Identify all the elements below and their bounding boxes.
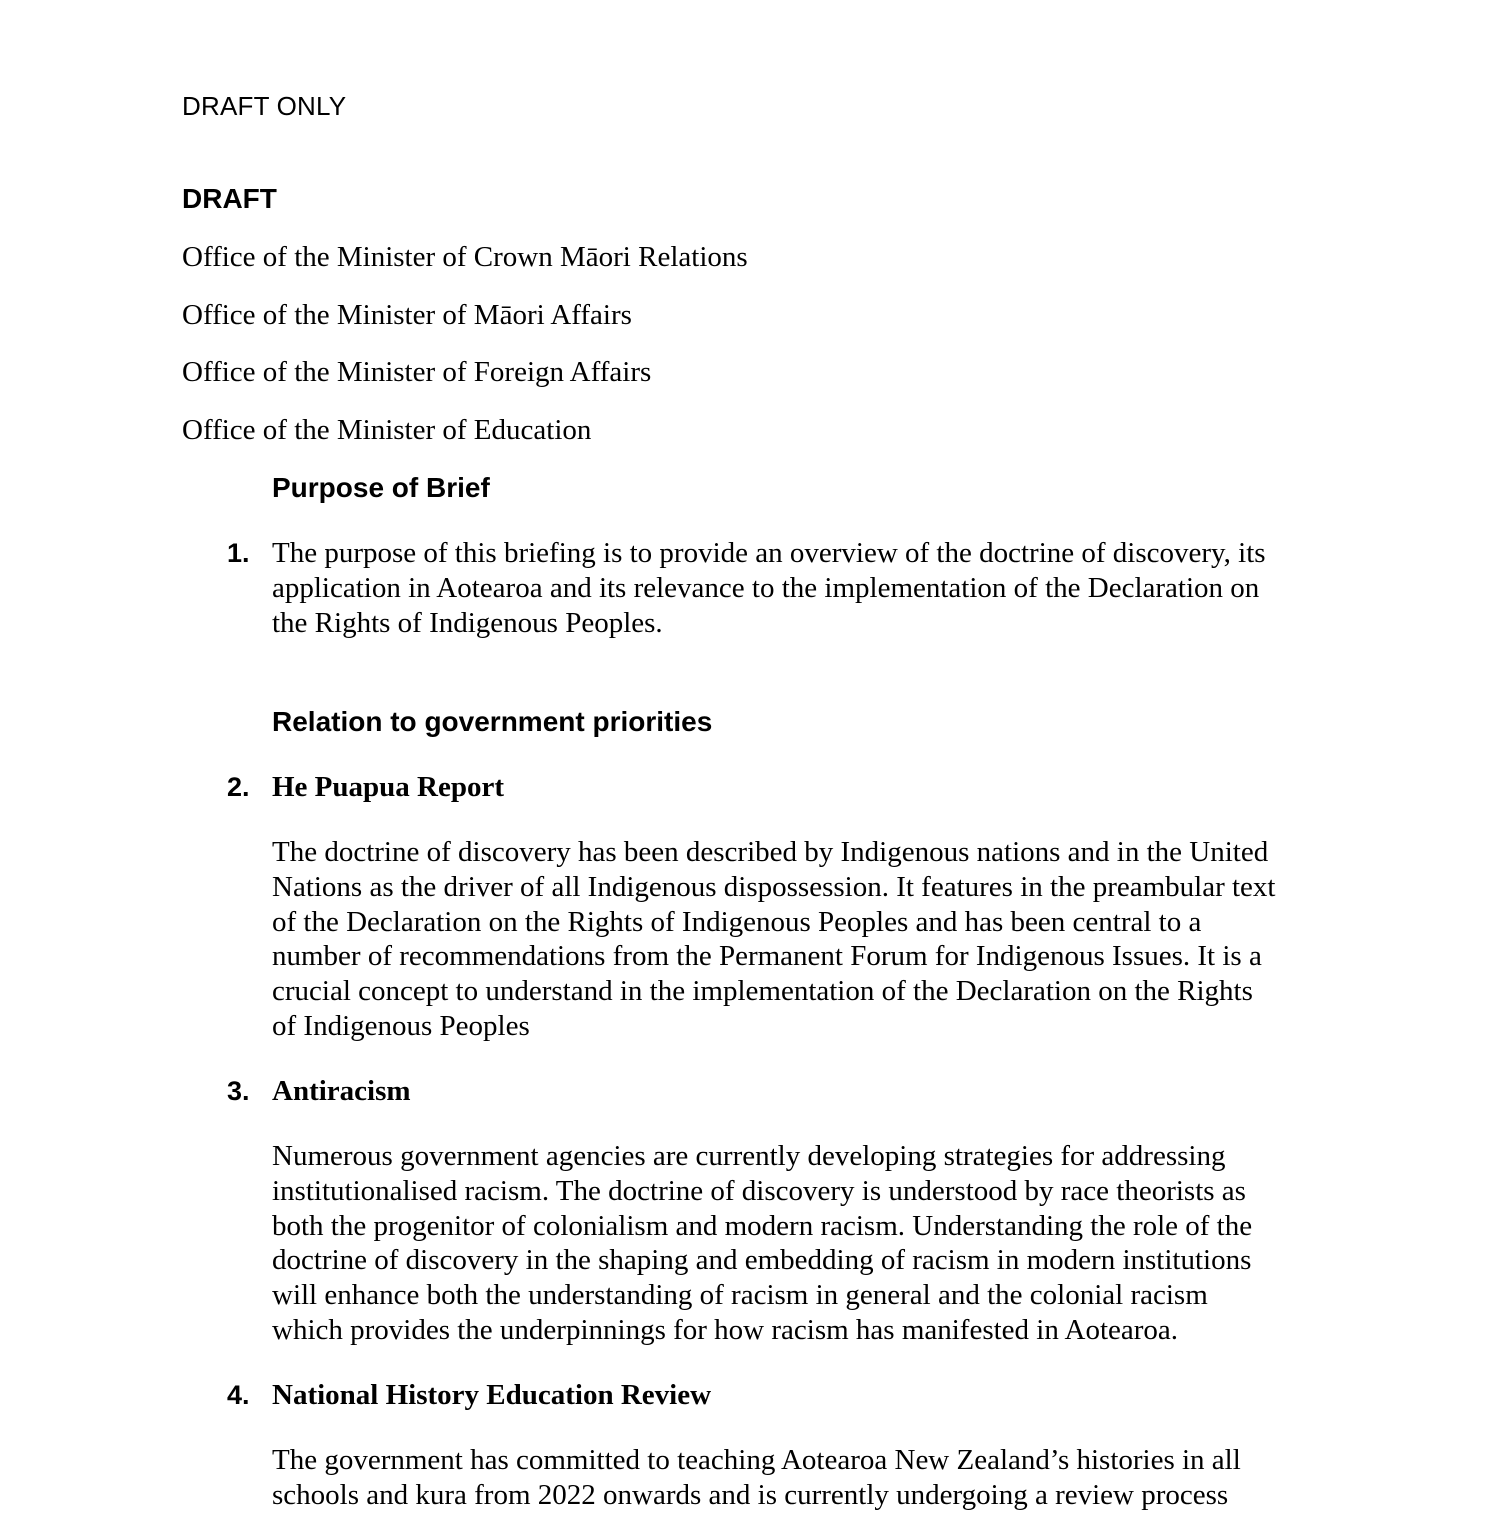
paragraph-line: application in Aotearoa and its relevance to the implementation of the Declaration on [272, 571, 1260, 604]
office-line-crown-maori-relations: Office of the Minister of Crown Māori Relations [182, 241, 748, 273]
item-number-2: 2. [227, 772, 250, 802]
paragraph-line: the Rights of Indigenous Peoples. [272, 606, 663, 639]
paragraph-line: The purpose of this briefing is to provide an overview of the doctrine of discovery, its [272, 537, 1266, 569]
section-heading-priorities: Relation to government priorities [272, 706, 713, 737]
paragraph-line: both the progenitor of colonialism and modern racism. Understanding the role of the [272, 1209, 1253, 1242]
paragraph-line: which provides the underpinnings for how racism has manifested in Aotearoa. [272, 1313, 1179, 1346]
paragraph-line: crucial concept to understand in the implementation of the Declaration on the Rights [272, 975, 1253, 1008]
paragraph-line: will enhance both the understanding of racism in general and the colonial racism [272, 1279, 1208, 1312]
item-title-he-puapua-report: He Puapua Report [272, 771, 504, 803]
office-line-education: Office of the Minister of Education [182, 414, 592, 446]
paragraph-line: number of recommendations from the Permanent Forum for Indigenous Issues. It is a [272, 940, 1262, 973]
paragraph-line: of Indigenous Peoples [272, 1009, 530, 1042]
paragraph-antiracism [272, 1139, 1332, 1348]
paragraph-line: Nations as the driver of all Indigenous dispossession. It features in the preambular text [272, 870, 1276, 903]
paragraph-line: Numerous government agencies are currently developing strategies for addressing [272, 1140, 1226, 1172]
office-line-foreign-affairs: Office of the Minister of Foreign Affairs [182, 356, 652, 388]
paragraph-line: The doctrine of discovery has been described by Indigenous nations and in the United [272, 836, 1269, 868]
paragraph-national-history [272, 1443, 1332, 1513]
paragraph-line: institutionalised racism. The doctrine of discovery is understood by race theorists as [272, 1174, 1246, 1207]
section-heading-purpose: Purpose of Brief [272, 472, 490, 503]
paragraph-line: of the Declaration on the Rights of Indigenous Peoples and has been central to a [272, 905, 1202, 938]
draft-only-header: DRAFT ONLY [182, 91, 347, 121]
item-title-antiracism: Antiracism [272, 1075, 411, 1107]
item-number-3: 3. [227, 1076, 250, 1106]
item-number-1: 1. [227, 538, 250, 568]
draft-title: DRAFT [182, 183, 277, 214]
item-number-4: 4. [227, 1380, 250, 1410]
paragraph-purpose [272, 536, 1332, 640]
paragraph-line: The government has committed to teaching Aotearoa New Zealand’s histories in all [272, 1444, 1241, 1476]
paragraph-line: doctrine of discovery in the shaping and embedding of racism in modern institutions [272, 1244, 1252, 1277]
item-title-national-history-education-review: National History Education Review [272, 1379, 712, 1411]
paragraph-he-puapua [272, 835, 1332, 1044]
office-line-maori-affairs: Office of the Minister of Māori Affairs [182, 299, 632, 331]
paragraph-line: schools and kura from 2022 onwards and is currently undergoing a review process [272, 1478, 1229, 1511]
